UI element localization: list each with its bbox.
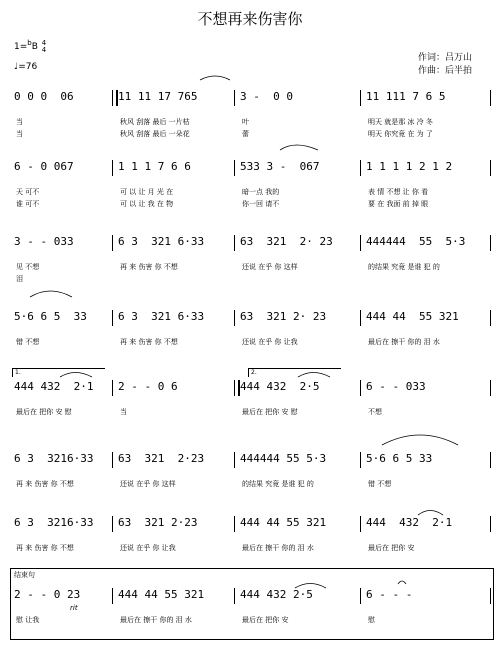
lyric-line-1: 暗一点 我的: [242, 188, 280, 196]
bar-line: [234, 235, 235, 251]
measure-notes: 444 432 2·5: [240, 380, 320, 393]
measure-notes: 6 3 321 6·33: [118, 235, 205, 248]
lyric-line-2: 谁 可不: [16, 200, 40, 208]
lyric-line-1: 天 可不: [16, 188, 40, 196]
measure-notes: 444 44 55 321: [240, 516, 327, 529]
measure-notes: 5·6 6 5 33: [366, 452, 433, 465]
lyricist-credit: 作词：吕万山: [418, 53, 473, 63]
key-signature: [14, 38, 46, 54]
lyric-line-1: 再 来 伤害 你 不想: [120, 263, 178, 271]
lyric-line-1: 最后在 把你 安 慰: [242, 408, 298, 416]
key-prefix: 1=: [14, 42, 28, 52]
time-bottom: 4: [41, 45, 47, 54]
composer-credit: 作曲：后半拍: [418, 66, 473, 76]
measure-notes: 6 - - 033: [366, 380, 426, 393]
bar-line: [490, 90, 491, 106]
bar-line: [360, 235, 361, 251]
lyric-line-1: 的结果 究竟 是谁 犯 的: [242, 480, 314, 488]
bar-line: [112, 235, 113, 251]
bar-line: [360, 452, 361, 468]
tempo-marking: ♩=76: [14, 62, 38, 72]
measure-notes: 3 - 0 0: [240, 90, 293, 103]
bar-line: [360, 380, 361, 396]
lyric-line-1: 慰: [368, 616, 375, 624]
bar-line: [490, 235, 491, 251]
bar-line: [234, 380, 240, 396]
bar-line: [112, 160, 113, 176]
bar-line: [234, 90, 235, 106]
bar-line: [234, 310, 235, 326]
lyric-line-1: 最后在 擦干 你的 泪 水: [368, 338, 440, 346]
bar-line: [112, 452, 113, 468]
bar-line: [112, 90, 118, 106]
ending-box: [10, 568, 494, 640]
lyric-line-2: 你一回 请不: [242, 200, 280, 208]
bar-line: [490, 310, 491, 326]
lyric-line-2: 泪: [16, 275, 23, 283]
bar-line: [490, 160, 491, 176]
measure-notes: 1 1 1 1 2 1 2: [366, 160, 453, 173]
measure-notes: 2 - - 0 23: [14, 588, 81, 601]
time-top: 4: [41, 38, 47, 47]
lyric-line-1: 当: [120, 408, 127, 416]
lyric-line-1: 表 情 不想 让 你 看: [368, 188, 429, 196]
lyric-line-1: 再 来 伤害 你 不想: [16, 544, 74, 552]
measure-notes: 444 44 55 321: [366, 310, 459, 323]
ending-label: 结束句: [14, 571, 35, 579]
measure-notes: 444 432 2·1: [14, 380, 94, 393]
measure-notes: 11 11 17 765: [118, 90, 198, 103]
bar-line: [360, 90, 361, 106]
bar-line: [490, 516, 491, 532]
lyric-line-1: 错 不想: [16, 338, 40, 346]
bar-line: [234, 452, 235, 468]
lyric-line-1: 再 来 伤害 你 不想: [120, 338, 178, 346]
bar-line: [490, 452, 491, 468]
lyric-line-1: 慰 让我: [16, 616, 40, 624]
measure-notes: 5·6 6 5 33: [14, 310, 87, 323]
lyric-line-1: 不想: [368, 408, 382, 416]
measure-notes: 3 - - 033: [14, 235, 74, 248]
bar-line: [360, 516, 361, 532]
measure-notes: 1 1 1 7 6 6: [118, 160, 191, 173]
measure-notes: 2 - - 0 6: [118, 380, 178, 393]
lyric-line-1: 错 不想: [368, 480, 392, 488]
measure-notes: 6 3 321 6·33: [118, 310, 205, 323]
song-title: 不想再来伤害你: [197, 10, 303, 28]
measure-notes: 63 321 2·23: [118, 452, 205, 465]
lyric-line-2: 明天 你究竟 在 为 了: [368, 130, 433, 138]
bar-line: [234, 160, 235, 176]
lyric-line-1: 可 以 让 月 光 在: [120, 188, 174, 196]
lyric-line-1: 的结果 究竟 是谁 犯 的: [368, 263, 440, 271]
lyric-line-1: 还说 在乎 你 让我: [242, 338, 298, 346]
lyric-line-2: 可 以 让 我 在 物: [120, 200, 174, 208]
lyric-line-1: 还说 在乎 你 这样: [242, 263, 298, 271]
measure-notes: 444 44 55 321: [118, 588, 205, 601]
lyric-line-1: 见 不想: [16, 263, 40, 271]
lyric-line-1: 明天 就是那 冰 冷 冬: [368, 118, 433, 126]
volta-second: 2.: [248, 368, 341, 377]
measure-notes: 6 3 3216·33: [14, 452, 94, 465]
bar-line: [360, 160, 361, 176]
measure-notes: 444 432 2·5: [240, 588, 313, 601]
measure-notes: 6 - - -: [366, 588, 413, 601]
lyric-line-2: 要 在 我面 前 掉 眼: [368, 200, 429, 208]
measure-notes: 11 111 7 6 5: [366, 90, 446, 103]
measure-notes: 0 0 0 06: [14, 90, 74, 103]
bar-line: [360, 310, 361, 326]
bar-line: [234, 516, 235, 532]
bar-line: [112, 516, 113, 532]
lyric-line-1: 当: [16, 118, 23, 126]
rit-marking: rit: [70, 604, 78, 612]
measure-notes: 6 3 3216·33: [14, 516, 94, 529]
lyric-line-1: 还说 在乎 你 这样: [120, 480, 176, 488]
volta-first: 1.: [12, 368, 105, 377]
lyric-line-1: 最后在 把你 安: [242, 616, 289, 624]
lyric-line-1: 最后在 擦干 你的 泪 水: [242, 544, 314, 552]
measure-notes: 533 3 - 067: [240, 160, 320, 173]
lyric-line-1: 秋风 刮落 最后 一片枯: [120, 118, 190, 126]
lyric-line-1: 叶: [242, 118, 249, 126]
lyric-line-1: 最后在 擦干 你的 泪 水: [120, 616, 192, 624]
lyric-line-1: 再 来 伤害 你 不想: [16, 480, 74, 488]
key-note: B: [31, 42, 38, 52]
lyric-line-1: 最后在 把你 安 慰: [16, 408, 72, 416]
lyric-line-2: 蕾: [242, 130, 249, 138]
bar-line: [490, 380, 491, 396]
lyric-line-1: 还说 在乎 你 让我: [120, 544, 176, 552]
lyric-line-1: 最后在 把你 安: [368, 544, 415, 552]
measure-notes: 63 321 2·23: [118, 516, 198, 529]
key-flat: b: [27, 39, 32, 47]
measure-notes: 63 321 2· 23: [240, 235, 333, 248]
lyric-line-2: 秋风 刮落 最后 一朵花: [120, 130, 190, 138]
measure-notes: 444 432 2·1: [366, 516, 453, 529]
lyric-line-2: 当: [16, 130, 23, 138]
measure-notes: 444444 55 5·3: [240, 452, 327, 465]
bar-line: [112, 380, 113, 396]
bar-line: [112, 310, 113, 326]
measure-notes: 444444 55 5·3: [366, 235, 466, 248]
measure-notes: 63 321 2· 23: [240, 310, 327, 323]
measure-notes: 6 - 0 067: [14, 160, 74, 173]
